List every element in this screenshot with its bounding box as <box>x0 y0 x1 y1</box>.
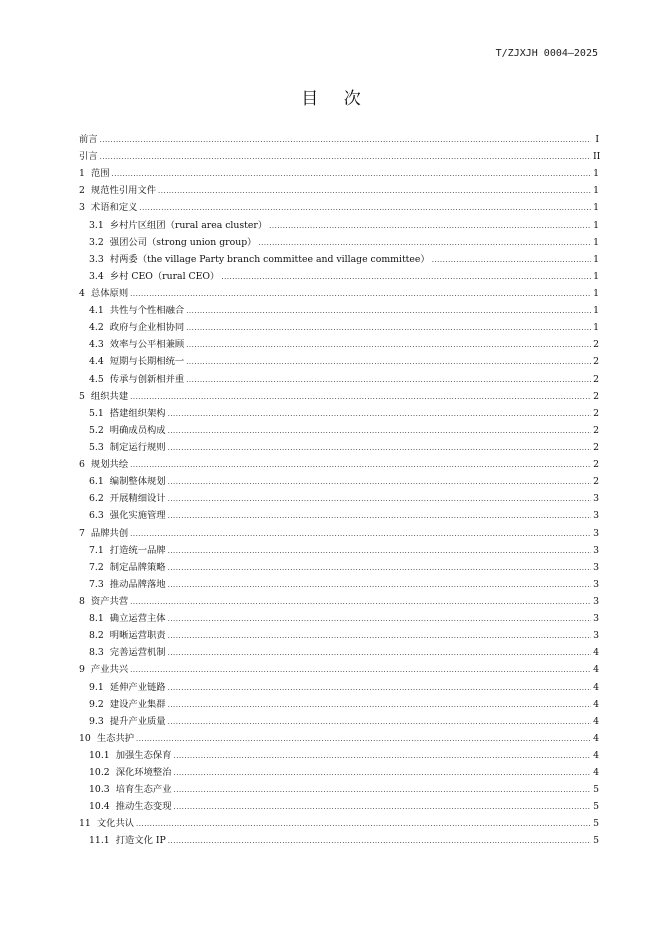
toc-entry-label: 品牌共创 <box>90 527 129 539</box>
toc-entry-page: 1 <box>593 253 599 265</box>
dot-leader <box>158 183 591 200</box>
toc-entry[interactable] <box>79 456 599 473</box>
toc-entry-label: 规划共绘 <box>90 459 129 471</box>
dot-leader <box>130 457 591 474</box>
toc-entry[interactable] <box>79 165 599 182</box>
dot-leader <box>168 440 591 457</box>
toc-entry-page: 4 <box>593 749 599 761</box>
dot-leader <box>168 577 591 594</box>
toc-entry-number: 6.3 <box>89 510 104 522</box>
toc-entry-label: 制定运行规则 <box>109 441 166 453</box>
toc-entry[interactable] <box>79 388 599 405</box>
toc-entry-label: 明晰运营职责 <box>109 630 166 642</box>
toc-entry-label: 开展精细设计 <box>109 493 166 505</box>
dot-leader <box>100 149 591 166</box>
toc-entry-number: 7.3 <box>89 578 104 590</box>
toc-entry-number: 5.3 <box>89 441 104 453</box>
toc-entry-number: 6 <box>79 459 85 471</box>
dot-leader <box>168 680 591 697</box>
toc-entry-page: 1 <box>593 236 599 248</box>
toc-entry-page: 1 <box>593 305 599 317</box>
toc-entry-page: 1 <box>593 185 599 197</box>
toc-entry-label: 传承与创新相并重 <box>109 373 185 385</box>
dot-leader <box>432 252 591 269</box>
toc-entry-label: 组织共建 <box>90 390 129 402</box>
dot-leader <box>139 200 591 217</box>
toc-entry-number: 10 <box>79 732 91 744</box>
toc-entry-number: 3.3 <box>89 253 104 265</box>
dot-leader <box>130 286 591 303</box>
toc-entry-number: 5 <box>79 390 85 402</box>
toc-entry[interactable] <box>79 473 599 490</box>
dot-leader <box>186 320 591 337</box>
dot-leader <box>168 508 591 525</box>
toc-entry[interactable] <box>79 644 599 661</box>
toc-entry-label: 乡村片区组团（rural area cluster） <box>109 219 268 231</box>
toc-entry[interactable] <box>79 798 599 815</box>
toc-entry-label: 强团公司（strong union group） <box>109 236 257 248</box>
toc-entry[interactable] <box>79 371 599 388</box>
toc-entry-label: 推动品牌落地 <box>109 578 166 590</box>
dot-leader <box>168 406 591 423</box>
toc-entry-label: 加强生态保育 <box>115 749 172 761</box>
toc-entry-page: 2 <box>593 373 599 385</box>
dot-leader <box>269 218 591 235</box>
toc-entry[interactable] <box>79 302 599 319</box>
toc-entry-page: 2 <box>593 356 599 368</box>
toc-entry-page: 1 <box>593 168 599 180</box>
dot-leader <box>130 389 591 406</box>
dot-leader <box>130 594 591 611</box>
toc-entry[interactable] <box>79 336 599 353</box>
toc-entry-number: 6.2 <box>89 493 104 505</box>
toc-entry-page: 3 <box>593 630 599 642</box>
toc-entry-number: 1 <box>79 168 85 180</box>
toc-entry-page: 2 <box>593 441 599 453</box>
toc-entry-label: 产业共兴 <box>90 664 129 676</box>
toc-entry[interactable] <box>79 661 599 678</box>
toc-entry-page: 5 <box>593 801 599 813</box>
toc-entry-label: 前言 <box>79 134 98 145</box>
dot-leader <box>168 423 591 440</box>
toc-entry[interactable] <box>79 747 599 764</box>
toc-entry-label: 效率与公平相兼顾 <box>109 339 185 351</box>
toc-entry-page: 3 <box>593 527 599 539</box>
toc-entry-label: 延伸产业链路 <box>109 681 166 693</box>
toc-entry-number: 7 <box>79 527 85 539</box>
dot-leader <box>168 714 591 731</box>
toc-entry[interactable] <box>79 405 599 422</box>
toc-entry-label: 打造统一品牌 <box>109 544 166 556</box>
toc-entry-number: 7.1 <box>89 544 104 556</box>
toc-entry-number: 6.1 <box>89 476 104 488</box>
dot-leader <box>168 560 591 577</box>
dot-leader <box>168 474 591 491</box>
dot-leader <box>136 816 591 833</box>
toc-entry-label: 乡村 CEO（rural CEO） <box>109 270 220 282</box>
toc-entry-number: 9.1 <box>89 681 104 693</box>
toc-entry-number: 8.2 <box>89 630 104 642</box>
dot-leader <box>168 697 591 714</box>
toc-entry-page: 4 <box>593 664 599 676</box>
toc-entry[interactable] <box>79 131 599 148</box>
toc-entry-page: 4 <box>593 681 599 693</box>
dot-leader <box>130 526 591 543</box>
toc-entry-page: 1 <box>593 322 599 334</box>
dot-leader <box>168 645 591 662</box>
toc-entry-label: 规范性引用文件 <box>90 185 157 197</box>
toc-entry-page: 4 <box>593 732 599 744</box>
toc-entry[interactable] <box>79 593 599 610</box>
toc-entry[interactable] <box>79 217 599 234</box>
toc-entry-number: 4 <box>79 287 85 299</box>
dot-leader <box>174 782 592 799</box>
toc-entry-number: 9.2 <box>89 698 104 710</box>
dot-leader <box>168 543 591 560</box>
toc-entry-page: 3 <box>593 493 599 505</box>
toc-entry[interactable] <box>79 490 599 507</box>
toc-entry-label: 深化环境整治 <box>115 767 172 779</box>
toc-entry-number: 7.2 <box>89 561 104 573</box>
toc-entry[interactable] <box>79 832 599 849</box>
toc-entry-page: 1 <box>593 270 599 282</box>
toc-entry-page: I <box>595 134 599 145</box>
dot-leader <box>168 491 591 508</box>
toc-entry-page: 1 <box>593 287 599 299</box>
toc-entry-page: 2 <box>593 339 599 351</box>
toc-entry-label: 文化共认 <box>96 818 135 830</box>
dot-leader <box>136 731 591 748</box>
toc-entry-number: 9.3 <box>89 715 104 727</box>
toc-entry[interactable] <box>79 542 599 559</box>
toc-entry-label: 引言 <box>79 151 98 163</box>
toc-entry-number: 5.2 <box>89 424 104 436</box>
dot-leader <box>186 337 591 354</box>
toc-entry[interactable] <box>79 353 599 370</box>
toc-entry[interactable] <box>79 422 599 439</box>
toc-entry-number: 3.2 <box>89 236 104 248</box>
toc-entry-label: 明确成员构成 <box>109 424 166 436</box>
toc-entry-label: 短期与长期相统一 <box>109 356 185 368</box>
dot-leader <box>174 799 592 816</box>
toc-entry[interactable] <box>79 781 599 798</box>
dot-leader <box>100 132 591 149</box>
dot-leader <box>168 833 591 850</box>
toc-entry[interactable] <box>79 268 599 285</box>
toc-entry[interactable] <box>79 251 599 268</box>
toc-entry[interactable] <box>79 627 599 644</box>
toc-entry-page: 2 <box>593 407 599 419</box>
toc-entry-page: 3 <box>593 578 599 590</box>
toc-entry-page: 1 <box>593 202 599 214</box>
toc-entry-number: 5.1 <box>89 407 104 419</box>
toc-entry[interactable] <box>79 319 599 336</box>
toc-entry-label: 完善运营机制 <box>109 647 166 659</box>
toc-entry-page: 4 <box>593 715 599 727</box>
toc-entry-label: 政府与企业相协同 <box>109 322 185 334</box>
toc-entry-number: 10.2 <box>89 767 110 779</box>
toc-entry[interactable] <box>79 576 599 593</box>
toc-entry-number: 11 <box>79 818 91 830</box>
dot-leader <box>174 748 592 765</box>
toc-entry-number: 2 <box>79 185 85 197</box>
dot-leader <box>221 269 591 286</box>
toc-entry-number: 10.3 <box>89 784 110 796</box>
toc-entry-page: 5 <box>593 835 599 847</box>
toc-entry-label: 强化实施管理 <box>109 510 166 522</box>
toc-entry[interactable] <box>79 730 599 747</box>
dot-leader <box>186 354 591 371</box>
toc-entry-page: 5 <box>593 784 599 796</box>
toc-entry-page: 2 <box>593 459 599 471</box>
toc-entry[interactable] <box>79 234 599 251</box>
toc-entry-label: 生态共护 <box>96 732 135 744</box>
toc-entry-number: 4.5 <box>89 373 104 385</box>
dot-leader <box>174 765 592 782</box>
toc-entry-page: 3 <box>593 613 599 625</box>
toc-entry-number: 8 <box>79 595 85 607</box>
toc-entry-page: 2 <box>593 476 599 488</box>
toc-entry-page: 2 <box>593 424 599 436</box>
toc-entry-label: 总体原则 <box>90 287 129 299</box>
toc-entry[interactable] <box>79 439 599 456</box>
toc-entry-page: 3 <box>593 561 599 573</box>
toc-entry-page: 1 <box>593 219 599 231</box>
toc-entry-label: 提升产业质量 <box>109 715 166 727</box>
toc-entry-page: 4 <box>593 647 599 659</box>
dot-leader <box>168 628 591 645</box>
toc-entry-number: 3 <box>79 202 85 214</box>
toc-entry-number: 4.3 <box>89 339 104 351</box>
toc-entry-number: 10.4 <box>89 801 110 813</box>
toc-entry-page: 5 <box>593 818 599 830</box>
toc-entry[interactable] <box>79 696 599 713</box>
toc-entry-page: 3 <box>593 544 599 556</box>
toc-entry-number: 3.4 <box>89 270 104 282</box>
document-code: T/ZJXJH 0004—2025 <box>495 48 598 59</box>
toc-entry-number: 10.1 <box>89 749 110 761</box>
toc-entry[interactable] <box>79 507 599 524</box>
toc-entry-number: 8.1 <box>89 613 104 625</box>
toc-entry-label: 推动生态变现 <box>115 801 172 813</box>
toc-entry-page: II <box>593 151 601 163</box>
toc-entry[interactable] <box>79 713 599 730</box>
toc-entry[interactable] <box>79 182 599 199</box>
toc-entry[interactable] <box>79 525 599 542</box>
page-title: 目 次 <box>301 89 371 109</box>
dot-leader <box>186 372 591 389</box>
toc-entry-number: 8.3 <box>89 647 104 659</box>
toc-entry-number: 3.1 <box>89 219 104 231</box>
dot-leader <box>168 611 591 628</box>
toc-entry-page: 4 <box>593 767 599 779</box>
toc-entry[interactable] <box>79 610 599 627</box>
dot-leader <box>258 235 591 252</box>
toc-entry-page: 3 <box>593 510 599 522</box>
toc-entry-label: 术语和定义 <box>90 202 138 214</box>
toc-entry[interactable] <box>79 285 599 302</box>
toc-entry-label: 村两委（the village Party branch committee and village committee） <box>109 253 430 265</box>
toc-entry-number: 9 <box>79 664 85 676</box>
toc-entry[interactable] <box>79 199 599 216</box>
toc-entry-label: 培育生态产业 <box>115 784 172 796</box>
toc-entry-page: 3 <box>593 595 599 607</box>
toc-entry-label: 搭建组织架构 <box>109 407 166 419</box>
toc-entry-label: 确立运营主体 <box>109 613 166 625</box>
toc-entry[interactable] <box>79 559 599 576</box>
toc-entry-number: 4.2 <box>89 322 104 334</box>
dot-leader <box>186 303 591 320</box>
toc-entry-label: 共性与个性相融合 <box>109 305 185 317</box>
toc-entry-label: 制定品牌策略 <box>109 561 166 573</box>
toc-entry-number: 11.1 <box>89 835 110 847</box>
toc-entry-number: 4.4 <box>89 356 104 368</box>
toc-entry[interactable] <box>79 148 599 165</box>
table-of-contents <box>79 131 599 850</box>
toc-entry-label: 资产共营 <box>90 595 129 607</box>
toc-entry[interactable] <box>79 815 599 832</box>
toc-entry-label: 建设产业集群 <box>109 698 166 710</box>
toc-entry-number: 4.1 <box>89 305 104 317</box>
toc-entry-label: 编制整体规划 <box>109 476 166 488</box>
toc-entry[interactable] <box>79 679 599 696</box>
dot-leader <box>112 166 591 183</box>
toc-entry-page: 4 <box>593 698 599 710</box>
toc-entry-page: 2 <box>593 390 599 402</box>
toc-entry[interactable] <box>79 764 599 781</box>
toc-entry-label: 打造文化 IP <box>115 835 166 847</box>
toc-entry-label: 范围 <box>90 168 110 180</box>
dot-leader <box>130 662 591 679</box>
